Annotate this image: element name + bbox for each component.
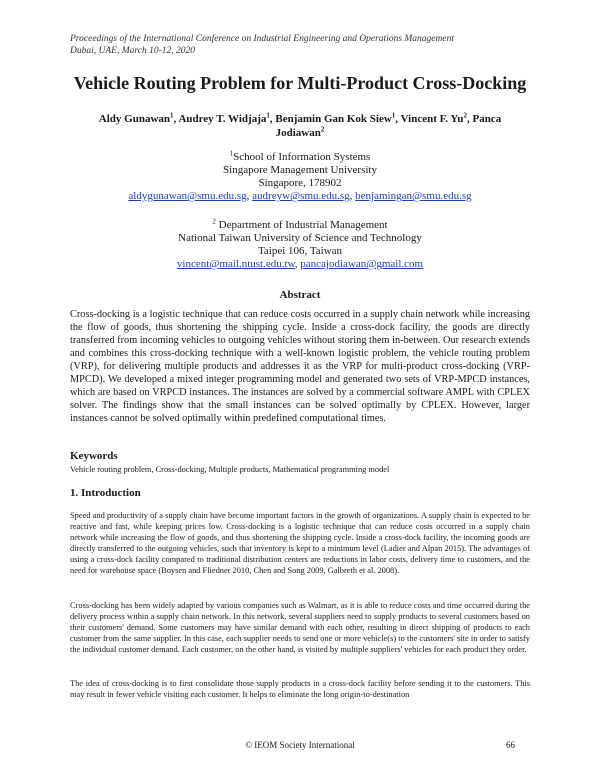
affiliation-university: Singapore Management University — [223, 164, 377, 176]
author-affiliation-mark: 1 — [266, 111, 270, 120]
abstract-text: Cross-docking is a logistic technique that can reduce costs occurred in a supply chain network while increasing the flow of goods, thus shortening the shipping cycle. Inside a cross-dock facility, the goods are directly transferred from incoming vehicles to outgoing vehicles without storing them in-between. Our research extends and combines this cross-docking technique with a well-known logistic problem, the vehicle routing problem (VRP), for delivering multiple products and addresses it as the VRP for multi-product cross-docking (VRP-MPCD). We developed a mixed integer programming model and generated two sets of VRP-MPCD instances, which are based on VRPCD instances. The instances are solved by a commercial software AMPL with CPLEX solver. The findings show that the small instances can be solved optimally by CPLEX. However, larger instances cannot be solved optimally within predefined computational times. — [70, 309, 530, 424]
copyright-footer: © IEOM Society International — [245, 740, 355, 750]
abstract-heading: Abstract — [279, 289, 321, 301]
author-affiliation-mark: 2 — [463, 111, 467, 120]
page-number: 66 — [506, 740, 515, 750]
affiliation-emails: aldygunawan@smu.edu.sg, audreyw@smu.edu.sg, benjamingan@smu.edu.sg — [128, 190, 472, 202]
email-link[interactable]: audreyw@smu.edu.sg — [252, 190, 350, 202]
author-name: Panca Jodiawan — [275, 113, 502, 139]
affiliation-emails: vincent@mail.ntust.edu.tw, pancajodiawan@gmail.com — [176, 258, 424, 270]
affiliation-department: Department of Industrial Management — [218, 219, 388, 231]
affiliation-university: National Taiwan University of Science and Technology — [178, 232, 422, 244]
author-name: Vincent F. Yu — [400, 113, 464, 125]
conference-header — [70, 33, 540, 57]
affiliation-city: Taipei 106, Taiwan — [257, 245, 343, 257]
body-paragraph: The idea of cross-docking is to first consolidate those supply products in a cross-dock facility before sending it to the customers. This may result in fewer vehicle visiting each customer. It helps to eliminate the long origin-to-destination — [70, 679, 530, 700]
email-link[interactable]: pancajodiawan@gmail.com — [300, 258, 424, 270]
author-name: Audrey T. Widjaja — [178, 113, 267, 125]
body-paragraph: Cross-docking has been widely adapted by various companies such as Walmart, as it is able to reduce costs and time occurred during the delivery process within a supply chain network. In this network, several suppliers need to supply products to several customers based on their customers' demand. Some customers may have similar demand with each other, resulting in direct shipping of products to each customer from the same supplier. In this case, each supplier needs to send one or more vehicle(s) to the customers' site in order to satisfy the individual customer demand. Each customer, on the other hand, is visited by multiple suppliers' vehicles for each product they order. — [70, 601, 530, 655]
affiliation-city: Singapore, 178902 — [258, 177, 342, 189]
body-paragraph: Speed and productivity of a supply chain have become important factors in the growth of organizations. A supply chain is expected to be reactive and fast, while keeping prices low. Cross-docking is a logistic technique that can reduce costs occurred in a supply chain network while increasing the flow of goods, and thus shortening the shipping cycle. Inside a cross-dock facility, the incoming goods are directly transferred to the outgoing vehicles, such that inventory is kept to a minimum level (Ladier and Alpan 2015). The advantages of using a cross-dock facility compared to traditional distribution centers are reductions in labor costs, delivery time to customers, and the need for warehouse space (Boysen and Fliedner 2010, Chen and Song 2009, Galbreth et al. 2008). — [70, 511, 530, 576]
author-name: Aldy Gunawan — [98, 113, 171, 125]
keywords-text: Vehicle routing problem, Cross-docking, Multiple products, Mathematical programming model — [70, 465, 390, 474]
author-affiliation-mark: 1 — [170, 111, 174, 120]
author-affiliation-mark: 2 — [320, 125, 325, 134]
email-link[interactable]: aldygunawan@smu.edu.sg — [128, 190, 247, 202]
author-list: Aldy Gunawan$^1$, Audrey T. Widjaja$^1$, Benjamin Gan Kok Siew$^1$, Vincent F. Yu$^2$, Panca Jodiawan$^2$ — [98, 111, 502, 139]
author-affiliation-mark: 1 — [391, 111, 396, 120]
section-heading-introduction: 1. Introduction — [70, 487, 141, 499]
email-link[interactable]: vincent@mail.ntust.edu.tw — [176, 258, 295, 270]
keywords-heading: Keywords — [70, 450, 118, 462]
affiliation-mark: 1 — [229, 149, 234, 158]
affiliation-department: School of Information Systems — [233, 151, 371, 163]
email-link[interactable]: benjamingan@smu.edu.sg — [355, 190, 472, 202]
paper-title: Vehicle Routing Problem for Multi-Product Cross-Docking — [73, 73, 527, 93]
conference-name: Proceedings of the International Conference on Industrial Engineering and Operations Management — [70, 34, 454, 44]
author-name: Benjamin Gan Kok Siew — [275, 113, 392, 125]
affiliation-1 — [70, 151, 530, 203]
conference-location-date: Dubai, UAE, March 10-12, 2020 — [70, 46, 195, 56]
affiliation-2 — [70, 219, 530, 271]
affiliation-mark: 2 — [212, 217, 216, 226]
